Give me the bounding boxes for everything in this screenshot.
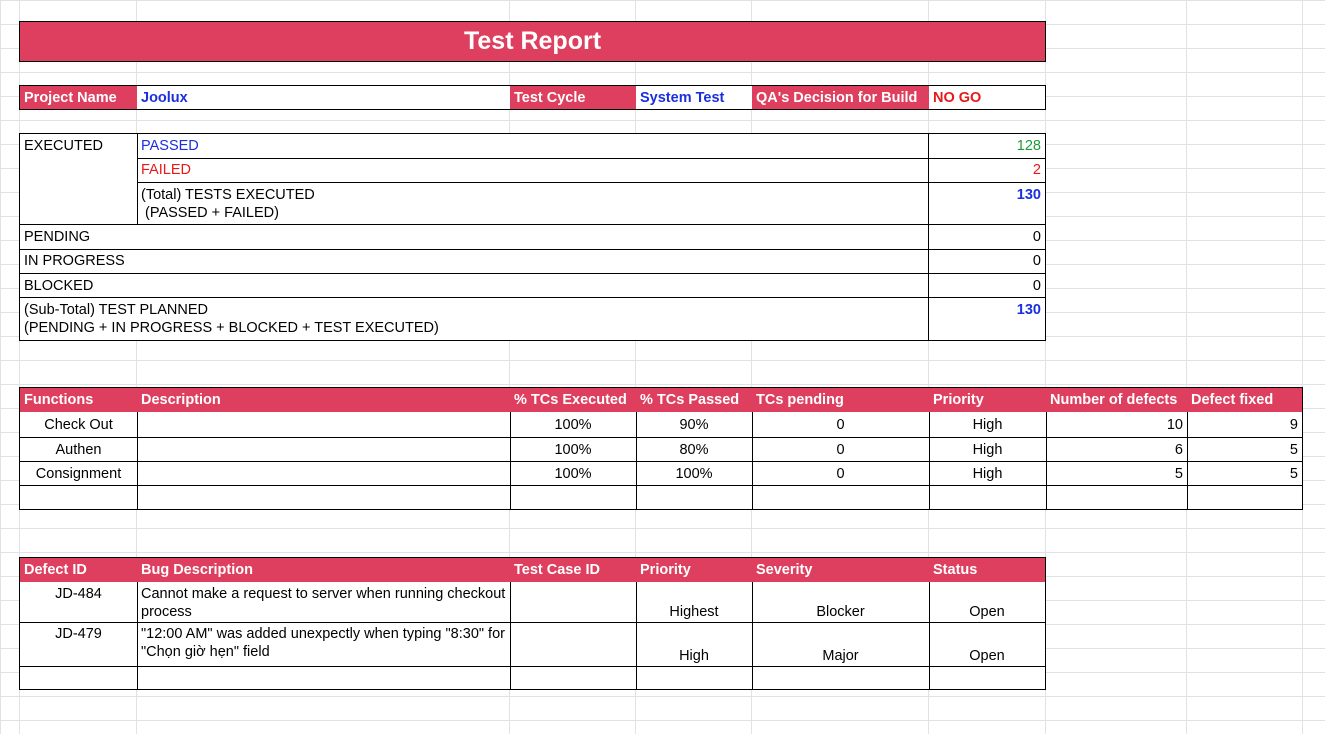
header-tcs-passed[interactable]: % TCs Passed bbox=[640, 392, 740, 408]
header-tcs-pending[interactable]: TCs pending bbox=[756, 392, 844, 408]
in-progress-label[interactable]: IN PROGRESS bbox=[24, 253, 125, 269]
gridline bbox=[1186, 0, 1187, 734]
cell-defect-id[interactable]: JD-479 bbox=[55, 626, 102, 642]
header-description[interactable]: Description bbox=[141, 392, 221, 408]
cell-number-of-defects[interactable]: 5 bbox=[1174, 465, 1183, 482]
cell-description[interactable] bbox=[137, 438, 510, 461]
cell-status[interactable] bbox=[929, 667, 1045, 689]
cell-status[interactable]: Open bbox=[969, 648, 1005, 664]
total-executed-label[interactable] bbox=[137, 183, 928, 224]
total-executed-label-line2: (PASSED + FAILED) bbox=[141, 204, 279, 221]
total-executed-label-line1: (Total) TESTS EXECUTED bbox=[141, 186, 315, 203]
passed-value[interactable]: 128 bbox=[1016, 138, 1041, 154]
header-test-case-id[interactable]: Test Case ID bbox=[514, 562, 600, 578]
cell-tcs-pending[interactable] bbox=[752, 486, 929, 509]
cell-defect-fixed[interactable] bbox=[1187, 486, 1302, 509]
cell-defect-fixed[interactable]: 5 bbox=[1289, 465, 1298, 482]
cell-description[interactable] bbox=[137, 486, 510, 509]
cell-functions[interactable]: Consignment bbox=[35, 465, 122, 482]
cell-tcs-passed[interactable]: 90% bbox=[679, 417, 709, 433]
header-severity[interactable]: Severity bbox=[756, 562, 813, 578]
blocked-label[interactable]: BLOCKED bbox=[24, 278, 94, 294]
cell-priority[interactable]: High bbox=[972, 441, 1003, 458]
cell-defect-id[interactable] bbox=[20, 667, 137, 689]
executed-label[interactable]: EXECUTED bbox=[24, 138, 103, 154]
test-cycle-label[interactable]: Test Cycle bbox=[510, 86, 636, 109]
cell-tcs-passed[interactable]: 100% bbox=[675, 465, 713, 482]
cell-number-of-defects[interactable]: 6 bbox=[1174, 441, 1183, 458]
cell-priority[interactable]: High bbox=[679, 648, 709, 664]
cell-bug-description[interactable] bbox=[137, 667, 510, 689]
test-planned-label[interactable] bbox=[20, 298, 928, 340]
header-defect-fixed[interactable]: Defect fixed bbox=[1191, 392, 1274, 408]
header-functions[interactable]: Functions bbox=[24, 392, 94, 408]
cell-test-case-id[interactable] bbox=[510, 667, 636, 689]
cell-tcs-pending[interactable]: 0 bbox=[836, 417, 845, 433]
cell-status[interactable]: Open bbox=[969, 604, 1005, 620]
pending-label[interactable]: PENDING bbox=[24, 229, 91, 245]
cell-description[interactable] bbox=[137, 413, 510, 437]
report-title-banner bbox=[19, 21, 1046, 62]
header-defect-id[interactable]: Defect ID bbox=[24, 562, 87, 578]
execution-summary bbox=[19, 133, 1046, 341]
test-planned-value[interactable]: 130 bbox=[1016, 302, 1041, 318]
cell-tcs-executed[interactable]: 100% bbox=[554, 441, 592, 458]
cell-tcs-executed[interactable] bbox=[510, 486, 636, 509]
cell-test-case-id[interactable] bbox=[510, 583, 636, 622]
test-planned-label-line1: (Sub-Total) TEST PLANNED bbox=[24, 302, 208, 318]
test-cycle-value[interactable]: System Test bbox=[640, 89, 725, 106]
cell-description[interactable] bbox=[137, 462, 510, 485]
qa-decision-value[interactable]: NO GO bbox=[933, 89, 982, 106]
cell-number-of-defects[interactable] bbox=[1046, 486, 1187, 509]
header-status[interactable]: Status bbox=[933, 562, 978, 578]
cell-defect-id[interactable]: JD-484 bbox=[55, 586, 102, 602]
project-name-value[interactable]: Joolux bbox=[141, 89, 188, 106]
header-priority[interactable]: Priority bbox=[933, 392, 984, 408]
project-info-row bbox=[19, 85, 1046, 110]
defects-table bbox=[19, 557, 1046, 690]
cell-tcs-pending[interactable]: 0 bbox=[836, 465, 845, 482]
qa-decision-label[interactable]: QA's Decision for Build bbox=[752, 86, 929, 109]
failed-label[interactable]: FAILED bbox=[141, 162, 191, 178]
header-priority[interactable]: Priority bbox=[640, 562, 691, 578]
cell-tcs-pending[interactable]: 0 bbox=[836, 441, 845, 458]
gridline bbox=[1302, 0, 1303, 734]
functions-table bbox=[19, 387, 1303, 510]
cell-priority[interactable]: High bbox=[972, 465, 1003, 482]
cell-defect-fixed[interactable]: 5 bbox=[1289, 441, 1298, 458]
report-title[interactable]: Test Report bbox=[463, 27, 602, 55]
cell-functions[interactable]: Check Out bbox=[44, 417, 113, 433]
header-number-of-defects[interactable]: Number of defects bbox=[1050, 392, 1178, 408]
cell-tcs-passed[interactable] bbox=[636, 486, 752, 509]
cell-priority[interactable]: High bbox=[972, 417, 1003, 433]
cell-functions[interactable] bbox=[20, 486, 137, 509]
cell-severity[interactable]: Blocker bbox=[816, 604, 865, 620]
header-tcs-executed[interactable]: % TCs Executed bbox=[514, 392, 627, 408]
header-bug-description[interactable]: Bug Description bbox=[141, 562, 253, 578]
cell-severity[interactable] bbox=[752, 667, 929, 689]
cell-bug-description[interactable]: "12:00 AM" was added unexpectly when typing "8:30" for "Chọn giờ hẹn" field bbox=[141, 626, 505, 660]
in-progress-value[interactable]: 0 bbox=[1032, 253, 1041, 269]
test-planned-label-line2: (PENDING + IN PROGRESS + BLOCKED + TEST EXECUTED) bbox=[24, 320, 439, 336]
cell-priority[interactable] bbox=[636, 667, 752, 689]
passed-label[interactable]: PASSED bbox=[141, 138, 199, 154]
cell-bug-description[interactable]: Cannot make a request to server when running checkout process bbox=[141, 586, 506, 620]
cell-priority[interactable] bbox=[929, 486, 1046, 509]
pending-value[interactable]: 0 bbox=[1032, 229, 1041, 245]
cell-priority[interactable]: Highest bbox=[669, 604, 719, 620]
total-executed-value[interactable]: 130 bbox=[1016, 187, 1041, 203]
project-name-label[interactable]: Project Name bbox=[20, 86, 137, 109]
blocked-value[interactable]: 0 bbox=[1032, 278, 1041, 294]
failed-value[interactable]: 2 bbox=[1032, 162, 1041, 178]
cell-defect-fixed[interactable]: 9 bbox=[1289, 417, 1298, 433]
cell-functions[interactable]: Authen bbox=[55, 441, 102, 458]
cell-number-of-defects[interactable]: 10 bbox=[1166, 417, 1183, 433]
cell-test-case-id[interactable] bbox=[510, 623, 636, 666]
cell-tcs-executed[interactable]: 100% bbox=[554, 417, 592, 433]
cell-tcs-passed[interactable]: 80% bbox=[679, 441, 709, 458]
cell-severity[interactable]: Major bbox=[822, 648, 859, 664]
cell-tcs-executed[interactable]: 100% bbox=[554, 465, 592, 482]
